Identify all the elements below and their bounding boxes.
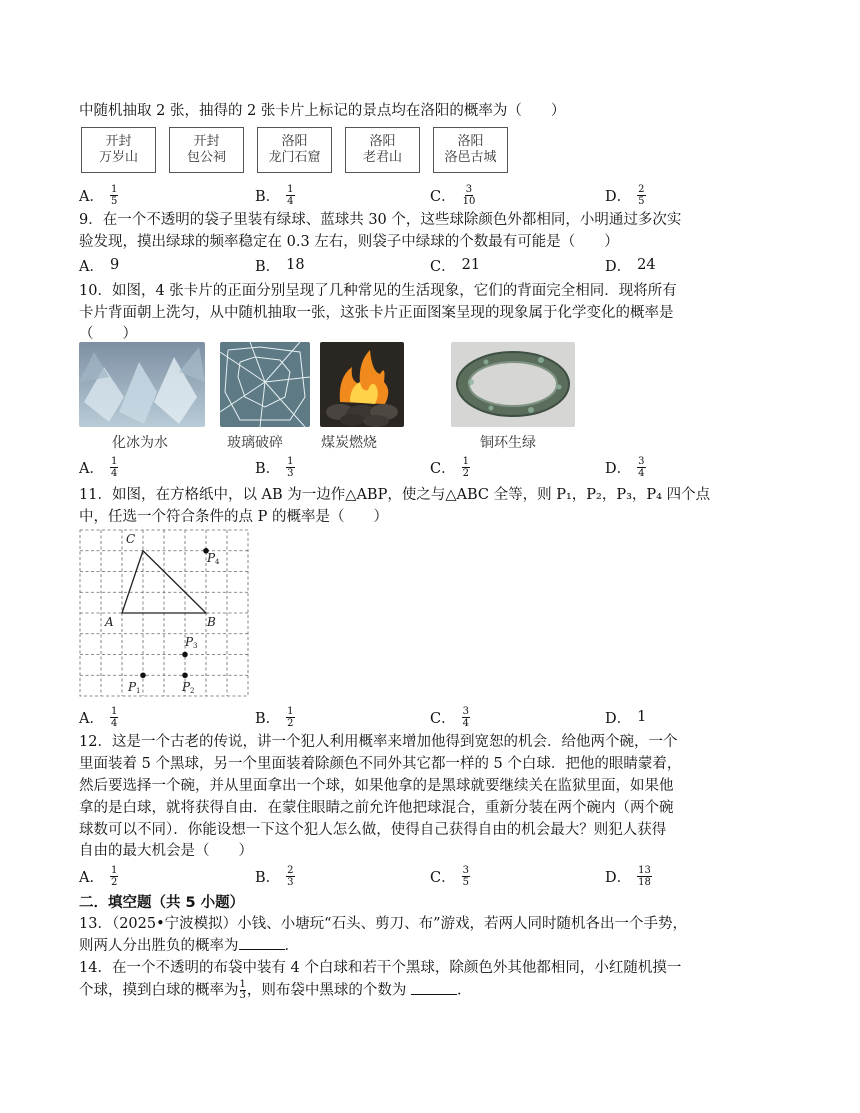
q12-line-6: 自由的最大机会是（ ） <box>79 843 253 859</box>
q11-option-b[interactable]: B． $\frac{1}{2}$ <box>255 705 294 729</box>
q10-option-c[interactable]: C． $\frac{1}{2}$ <box>430 455 469 479</box>
q14-line-2: 个球，摸到白球的概率为 $\frac{1}{3}$ ，则布袋中黑球的个数为 ． <box>79 979 472 1001</box>
q8-option-b[interactable]: B． $\frac{1}{4}$ <box>255 183 294 207</box>
q14-fraction: $\frac{1}{3}$ <box>239 979 246 1001</box>
q8-stem: 中随机抽取 2 张，抽得的 2 张卡片上标记的景点均在洛阳的概率为（ ） <box>79 103 566 119</box>
label-a: A <box>105 615 114 629</box>
q11-option-d[interactable]: D． 1 <box>605 709 647 727</box>
q12-line-4: 拿的是白球，就将获得自由．在蒙住眼睛之前允许他把球混合，重新分装在两个碗内（两个碗 <box>79 800 674 816</box>
q10-line-3: （ ） <box>79 326 137 342</box>
q8-card-1: 开封 万岁山 <box>81 127 156 173</box>
q11-option-c[interactable]: C． $\frac{3}{4}$ <box>430 705 469 729</box>
q13-answer-blank[interactable] <box>239 936 285 950</box>
label-b: B <box>207 615 216 629</box>
q14-answer-blank[interactable] <box>411 981 457 995</box>
q14-line-1: 14．在一个不透明的布袋中装有 4 个白球和若干个黑球，除颜色外其他都相同，小红随机摸一 <box>79 960 682 976</box>
label-p3: P <box>185 635 194 649</box>
q12-option-c[interactable]: C． $\frac{3}{5}$ <box>430 864 469 888</box>
svg-text:2: 2 <box>190 687 195 695</box>
q12-options <box>79 861 799 891</box>
q10-line-1: 10．如图，4 张卡片的正面分别呈现了几种常见的生活现象，它们的背面完全相同．现将所有 <box>79 283 677 299</box>
q8-options <box>79 180 799 210</box>
q9-line-1: 9．在一个不透明的袋子里装有绿球、蓝球共 30 个，这些球除颜色外都相同，小明通过多次实 <box>79 212 682 228</box>
point-p1 <box>140 672 146 678</box>
q8-card-2: 开封 包公祠 <box>169 127 244 173</box>
q10-option-d[interactable]: D． $\frac{3}{4}$ <box>605 455 645 479</box>
q8-card-4: 洛阳 老君山 <box>345 127 420 173</box>
q13-line-1: 13．（2025•宁波模拟）小钱、小塘玩“石头、剪刀、布”游戏，若两人同时随机各出一个手势， <box>79 916 687 932</box>
copper-ring-image <box>451 342 575 427</box>
ice-melting-image <box>79 342 205 427</box>
q8-card-3: 洛阳 龙门石窟 <box>257 127 332 173</box>
q12-option-b[interactable]: B． $\frac{2}{3}$ <box>255 864 294 888</box>
q9-option-d[interactable]: D． 24 <box>605 257 656 275</box>
q11-options <box>79 702 799 732</box>
q10-line-2: 卡片背面朝上洗匀，从中随机抽取一张，这张卡片正面图案呈现的现象属于化学变化的概率是 <box>79 305 674 321</box>
q8-option-c[interactable]: C． $\frac{3}{10}$ <box>430 183 476 207</box>
q11-line-1: 11．如图，在方格纸中，以 AB 为一边作△ABP，使之与△ABC 全等，则 P₁，P₂，P₃，P₄ 四个点 <box>79 487 711 503</box>
point-p3 <box>182 652 188 658</box>
q12-option-a[interactable]: A． $\frac{1}{2}$ <box>79 864 118 888</box>
q9-option-a[interactable]: A． 9 <box>79 257 120 275</box>
q12-option-d[interactable]: D． $\frac{13}{18}$ <box>605 864 651 888</box>
svg-text:1: 1 <box>136 687 141 695</box>
q9-line-2: 验发现，摸出绿球的频率稳定在 0.3 左右，则袋子中绿球的个数最有可能是（ ） <box>79 234 619 250</box>
caption-glass: 玻璃破碎 <box>227 435 283 451</box>
q10-options <box>79 452 799 482</box>
svg-text:3: 3 <box>193 642 198 650</box>
caption-coal: 煤炭燃烧 <box>321 435 377 451</box>
q12-line-5: 球数可以不同）．你能设想一下这个犯人怎么做，使得自己获得自由的机会最大？则犯人获得 <box>79 822 667 838</box>
q11-line-2: 中，任选一个符合条件的点 P 的概率是（ ） <box>79 509 388 525</box>
q9-option-b[interactable]: B． 18 <box>255 257 305 275</box>
q9-option-c[interactable]: C． 21 <box>430 257 481 275</box>
label-c: C <box>126 532 136 546</box>
q8-option-a[interactable]: A． $\frac{1}{5}$ <box>79 183 118 207</box>
q10-option-b[interactable]: B． $\frac{1}{3}$ <box>255 455 294 479</box>
q11-grid-figure <box>79 529 249 697</box>
svg-text:4: 4 <box>215 558 220 566</box>
point-p2 <box>182 672 188 678</box>
q13-line-2: 则两人分出胜负的概率为 ． <box>79 938 299 954</box>
burning-coal-image <box>320 342 404 427</box>
q12-line-3: 然后要选择一个碗，并从里面拿出一个球，如果他拿的是黑球就要继续关在监狱里面，如果他 <box>79 778 674 794</box>
q10-option-a[interactable]: A． $\frac{1}{4}$ <box>79 455 118 479</box>
label-p2: P <box>182 680 191 694</box>
q11-option-a[interactable]: A． $\frac{1}{4}$ <box>79 705 118 729</box>
label-p4: P <box>207 551 216 565</box>
q12-line-2: 里面装着 5 个黑球，另一个里面装着除颜色不同外其它都一样的 5 个白球．把他的眼睛蒙着， <box>79 756 682 772</box>
q8-card-5: 洛阳 洛邑古城 <box>433 127 508 173</box>
section-heading-fill-in: 二．填空题（共 5 小题） <box>79 895 245 911</box>
caption-copper: 铜环生绿 <box>480 435 536 451</box>
q9-options <box>79 250 799 280</box>
caption-ice: 化冰为水 <box>112 435 168 451</box>
q12-line-1: 12．这是一个古老的传说，讲一个犯人利用概率来增加他得到宽恕的机会．给他两个碗，一个 <box>79 734 678 750</box>
q8-option-d[interactable]: D． $\frac{2}{5}$ <box>605 183 645 207</box>
label-p1: P <box>128 680 137 694</box>
broken-glass-image <box>220 342 310 427</box>
